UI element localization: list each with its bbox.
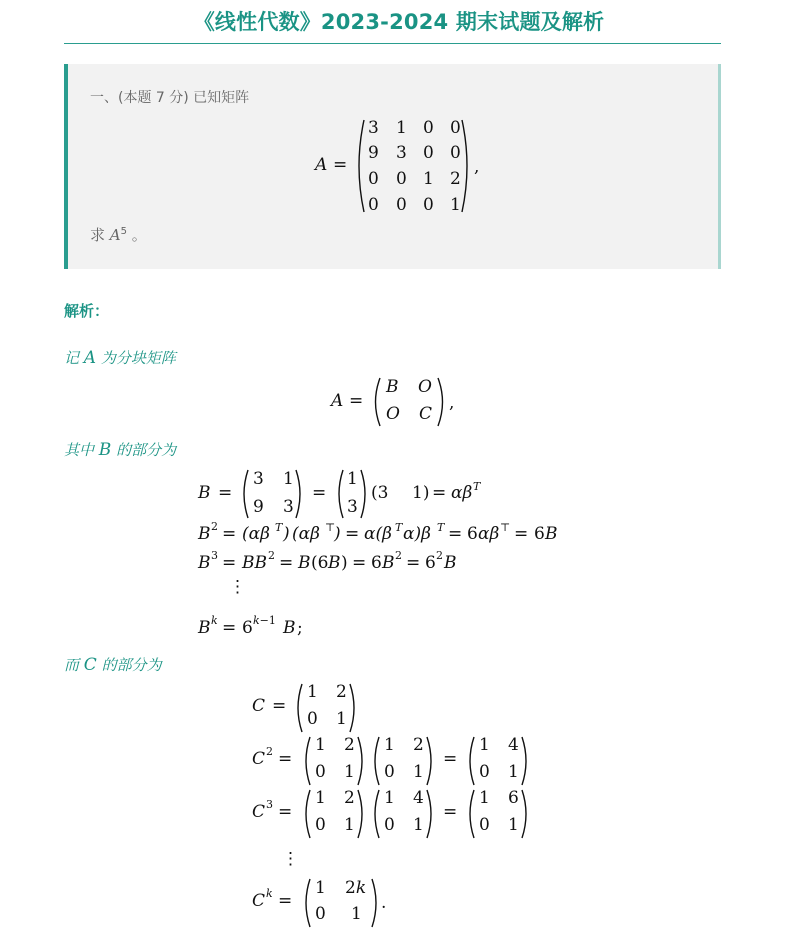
svg-text:1: 1 [413,815,424,835]
svg-text:3: 3 [211,549,218,562]
svg-text:0: 0 [479,815,490,835]
svg-text:B: B [328,553,341,573]
svg-text:⊤: ⊤ [500,521,511,534]
svg-text:0: 0 [315,904,326,924]
svg-text:B: B [545,524,558,544]
svg-text:C: C [419,404,433,424]
svg-text:0: 0 [423,118,434,138]
note3-variable: C [83,655,97,675]
ask-variable: A [109,226,121,244]
svg-text:2: 2 [450,169,461,189]
svg-text:3: 3 [396,143,407,163]
svg-text:T: T [473,480,481,493]
svg-text:1: 1 [384,788,395,808]
svg-text:1: 1 [413,762,424,782]
svg-text:1: 1 [479,788,490,808]
svg-text:2: 2 [344,735,355,755]
ask-prefix: 求 [90,226,106,244]
svg-text:0: 0 [450,118,461,138]
svg-text:=: = [278,891,293,911]
svg-text:6: 6 [467,524,478,544]
svg-text:C: C [252,696,266,716]
svg-text:B: B [198,483,211,503]
svg-text:1: 1 [315,788,326,808]
svg-text:B: B [444,553,457,573]
svg-text:2: 2 [413,735,424,755]
svg-text:B: B [198,618,211,638]
problem-header: 一、(本题 7 分) 已知矩阵 [90,90,250,106]
note3-suffix: 的部分为 [101,656,162,674]
svg-text:6: 6 [242,618,253,638]
svg-text:3: 3 [253,469,264,489]
svg-text:=: = [279,553,294,573]
svg-text:3: 3 [266,798,273,811]
svg-text:6: 6 [534,524,545,544]
svg-text:BB: BB [242,553,267,573]
note2-prefix: 其中 [64,441,95,459]
svg-text:=: = [222,524,237,544]
svg-text:): ) [283,524,290,544]
svg-text:6: 6 [425,553,436,573]
svg-text:0: 0 [368,169,379,189]
svg-text:=: = [448,524,463,544]
svg-text:1: 1 [307,682,318,702]
svg-text:2k: 2k [345,878,367,898]
svg-text:C: C [252,749,266,769]
svg-text:αβ: αβ [478,524,500,544]
svg-text:B: B [198,553,211,573]
svg-text:(3: (3 [371,483,389,503]
note1-variable: A [83,348,97,368]
svg-text:C: C [252,891,266,911]
svg-text:=: = [218,483,233,503]
svg-text:(αβ: (αβ [242,524,270,544]
matrix-a-entries [368,118,461,215]
svg-text:B: B [386,377,399,397]
svg-text:k−1: k−1 [253,614,276,627]
svg-text:B: B [298,553,311,573]
formula-c-derivation [252,682,526,927]
svg-text:0: 0 [368,195,379,215]
svg-text:=: = [349,391,364,411]
svg-text:1: 1 [351,904,362,924]
svg-text:0: 0 [315,762,326,782]
svg-text:3: 3 [283,497,294,517]
svg-text:6: 6 [508,788,519,808]
svg-text:,: , [449,393,455,413]
svg-text:2: 2 [344,788,355,808]
svg-text:4: 4 [508,735,519,755]
svg-text:1: 1 [336,709,347,729]
svg-text:1: 1 [384,735,395,755]
svg-text:): ) [334,524,341,544]
svg-text:3: 3 [347,497,358,517]
svg-text:): ) [341,553,348,573]
svg-text:(6: (6 [311,553,329,573]
svg-text:1: 1 [423,169,434,189]
svg-text:0: 0 [384,815,395,835]
svg-text:k: k [211,614,218,627]
svg-text:2: 2 [268,549,275,562]
svg-text:1: 1 [315,878,326,898]
svg-text:2: 2 [336,682,347,702]
svg-text:⊤: ⊤ [325,521,336,534]
svg-text:0: 0 [315,815,326,835]
note1-prefix: 记 [64,349,80,367]
svg-text:1: 1 [508,762,519,782]
svg-text:0: 0 [450,143,461,163]
svg-text:=: = [272,696,287,716]
svg-text:=: = [352,553,367,573]
svg-text:1): 1) [412,483,430,503]
svg-text:B: B [198,524,211,544]
svg-text:=: = [345,524,360,544]
svg-text:9: 9 [368,143,379,163]
svg-text:T: T [275,521,283,534]
svg-text:9: 9 [253,497,264,517]
svg-text:α(β: α(β [364,524,392,544]
svg-text:=: = [443,749,458,769]
svg-text:T: T [437,521,445,534]
svg-text:A: A [331,391,344,411]
svg-text:=: = [278,749,293,769]
svg-text:O: O [386,404,400,424]
page-title: 《线性代数》2023-2024 期末试题及解析 [193,10,605,34]
formula-block-a [329,377,454,426]
formula-b-derivation [197,469,558,638]
svg-text:2: 2 [436,549,443,562]
svg-text:1: 1 [508,815,519,835]
svg-text:0: 0 [307,709,318,729]
ask-suffix: 。 [131,226,147,244]
svg-text:B: B [382,553,395,573]
ask-exponent: 5 [120,226,128,237]
svg-text:1: 1 [347,469,358,489]
note1-suffix: 为分块矩阵 [100,349,176,367]
svg-text:=: = [278,802,293,822]
svg-text:=: = [443,802,458,822]
svg-text:=: = [222,553,237,573]
svg-text:0: 0 [423,195,434,215]
formula-matrix-a [313,118,479,215]
svg-text:α)β: α)β [403,524,431,544]
svg-text:6: 6 [371,553,382,573]
svg-text:1: 1 [315,735,326,755]
svg-text:1: 1 [344,762,355,782]
svg-text:0: 0 [479,762,490,782]
svg-text:4: 4 [413,788,424,808]
svg-text:1: 1 [283,469,294,489]
svg-text:2: 2 [395,549,402,562]
svg-text:1: 1 [479,735,490,755]
svg-text:=: = [514,524,529,544]
svg-text:0: 0 [396,169,407,189]
svg-text:1: 1 [344,815,355,835]
svg-text:αβ: αβ [451,483,473,503]
svg-text:0: 0 [396,195,407,215]
svg-text:⋮: ⋮ [282,849,299,869]
svg-text:B: B [283,618,296,638]
svg-text:,: , [474,157,480,177]
svg-text:=: = [333,155,348,175]
svg-text:A: A [315,155,328,175]
svg-text:C: C [252,802,266,822]
svg-text:O: O [418,377,432,397]
svg-text:=: = [432,483,447,503]
note2-variable: B [98,440,112,460]
svg-text:k: k [266,887,273,900]
svg-text:(αβ: (αβ [292,524,320,544]
svg-text:2: 2 [266,745,273,758]
svg-text:2: 2 [211,520,218,533]
svg-text:1: 1 [396,118,407,138]
svg-text:;: ; [297,618,303,638]
svg-text:T: T [395,521,403,534]
svg-text:3: 3 [368,118,379,138]
svg-text:=: = [406,553,421,573]
note3-prefix: 而 [64,656,80,674]
svg-text:0: 0 [384,762,395,782]
svg-text:.: . [381,893,387,913]
svg-text:1: 1 [450,195,461,215]
svg-text:0: 0 [423,143,434,163]
svg-text:=: = [222,618,237,638]
note2-suffix: 的部分为 [116,441,177,459]
solution-heading: 解析： [64,302,110,320]
svg-text:=: = [312,483,327,503]
svg-text:⋮: ⋮ [229,577,246,597]
